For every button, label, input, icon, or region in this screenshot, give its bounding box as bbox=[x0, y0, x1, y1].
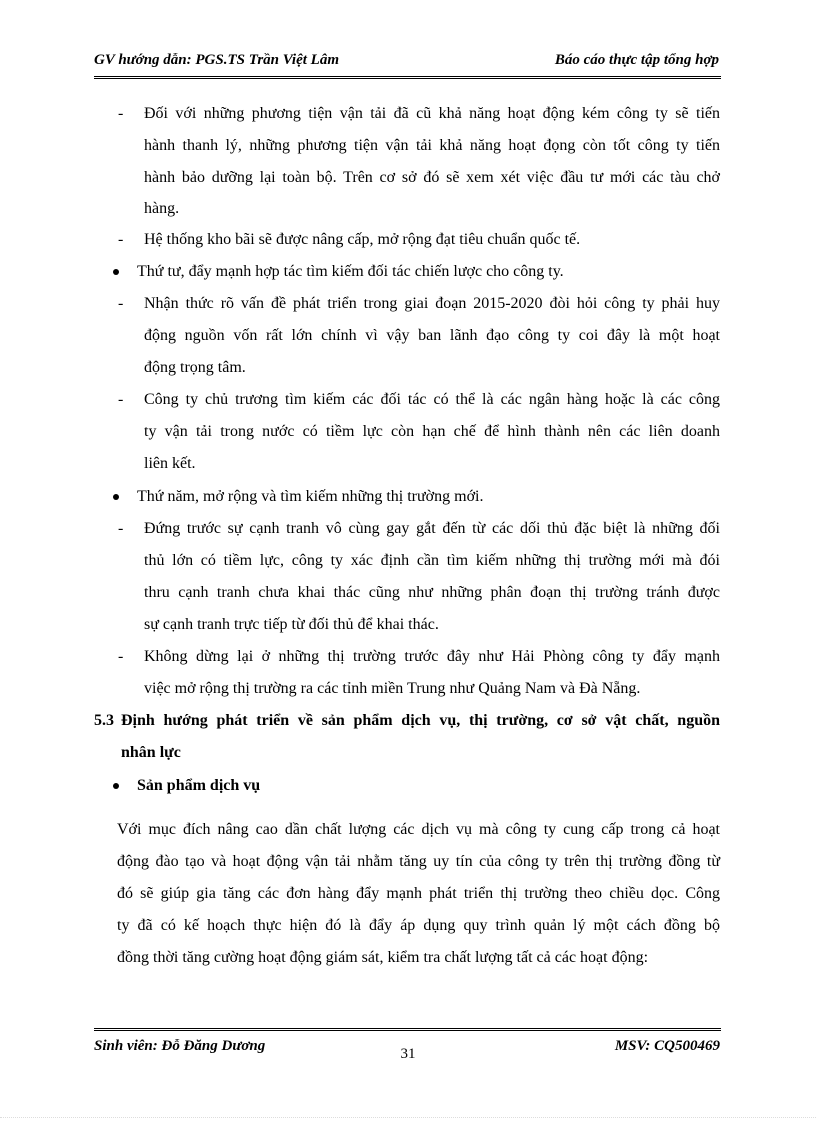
text-line: Với mục đích nâng cao dần chất lượng các dịch vụ mà công ty cung cấp trong cả hoạt bbox=[117, 821, 720, 838]
text-line: liên kết. bbox=[144, 455, 196, 472]
dash-marker: - bbox=[118, 391, 124, 408]
text-line: ty vận tải trong nước có tiềm lực còn hạn chế để hình thành nên các liên doanh bbox=[144, 423, 720, 440]
text-line: Nhận thức rõ vấn đề phát triển trong giai đoạn 2015-2020 đòi hỏi công ty phải huy bbox=[144, 295, 720, 312]
text-line: đó sẽ giúp gia tăng các đơn hàng đẩy mạnh phát triển thị trường theo chiều dọc. Công bbox=[117, 885, 720, 902]
bullet-icon bbox=[113, 269, 119, 275]
bullet-icon bbox=[113, 494, 119, 500]
text-line: Công ty chủ trương tìm kiếm các đối tác có thể là các ngân hàng hoặc là các công bbox=[144, 391, 720, 408]
subheading: Sản phẩm dịch vụ bbox=[137, 777, 261, 794]
text-line: sự cạnh tranh trực tiếp từ đối thủ để khai thác. bbox=[144, 616, 439, 633]
text-line: thủ lớn có tiềm lực, công ty xác định cần tìm kiếm những thị trường mới mà đói bbox=[144, 552, 720, 569]
text-line: động đào tạo và hoạt động vận tải nhằm tăng uy tín của công ty trên thị trường đồng từ bbox=[117, 853, 720, 870]
section-number: 5.3 bbox=[94, 712, 114, 729]
dash-marker: - bbox=[118, 648, 124, 665]
text-line: hàng. bbox=[144, 200, 180, 217]
text-line: động trọng tâm. bbox=[144, 359, 246, 376]
text-line: Đứng trước sự cạnh tranh vô cùng gay gắt đến từ các dối thủ đặc biệt là những đối bbox=[144, 520, 720, 537]
text-line: Không dừng lại ở những thị trường trước đây như Hải Phòng công ty đẩy mạnh bbox=[144, 648, 720, 665]
text-line: Đối với những phương tiện vận tải đã cũ khả năng hoạt động kém công ty sẽ tiến bbox=[144, 105, 720, 122]
header-supervisor: GV hướng dẫn: PGS.TS Trần Việt Lâm bbox=[94, 52, 340, 68]
bullet-text: Thứ tư, đẩy mạnh hợp tác tìm kiếm đối tác chiến lược cho công ty. bbox=[137, 263, 564, 280]
dash-marker: - bbox=[118, 520, 124, 537]
footer-student-id: MSV: CQ500469 bbox=[614, 1038, 720, 1054]
text-line: ty đã có kế hoạch thực hiện đó là đẩy áp dụng quy trình quản lý một cách đồng bộ bbox=[117, 917, 720, 934]
page-edge-divider bbox=[0, 1117, 816, 1118]
section-heading: nhân lực bbox=[121, 744, 181, 761]
dash-marker: - bbox=[118, 231, 124, 248]
text-line: đồng thời tăng cường hoạt động giám sát, kiểm tra chất lượng tất cả các hoạt động: bbox=[117, 949, 649, 966]
dash-marker: - bbox=[118, 105, 124, 122]
text-line: thru cạnh tranh chưa khai thác cũng như những phân đoạn thị trường tránh được bbox=[144, 584, 720, 601]
text-line: hành bảo dưỡng lại toàn bộ. Trên cơ sở đó sẽ xem xét việc đầu tư mới các tàu chở bbox=[144, 169, 720, 186]
text-line: Hệ thống kho bãi sẽ được nâng cấp, mở rộng đạt tiêu chuẩn quốc tế. bbox=[144, 231, 581, 248]
footer-student: Sinh viên: Đỗ Đăng Dương bbox=[94, 1038, 266, 1054]
text-line: động nguồn vốn rất lớn chính vì vậy ban lãnh đạo công ty coi đây là một hoạt bbox=[144, 327, 720, 344]
page-header bbox=[94, 50, 721, 79]
page-number: 31 bbox=[400, 1046, 416, 1062]
text-line: hành thanh lý, những phương tiện vận tải khả năng hoạt đọng còn tốt công ty tiến bbox=[144, 137, 720, 154]
header-report-title: Báo cáo thực tập tổng hợp bbox=[554, 52, 719, 68]
footer-rule bbox=[94, 1028, 721, 1031]
bullet-icon bbox=[113, 783, 119, 789]
dash-marker: - bbox=[118, 295, 124, 312]
text-line: việc mở rộng thị trường ra các tỉnh miền Trung như Quảng Nam và Đà Nẵng. bbox=[144, 680, 641, 697]
bullet-text: Thứ năm, mở rộng và tìm kiếm những thị trường mới. bbox=[137, 488, 484, 505]
section-heading: Định hướng phát triển về sản phẩm dịch vụ, thị trường, cơ sở vật chất, nguồn bbox=[121, 712, 720, 729]
